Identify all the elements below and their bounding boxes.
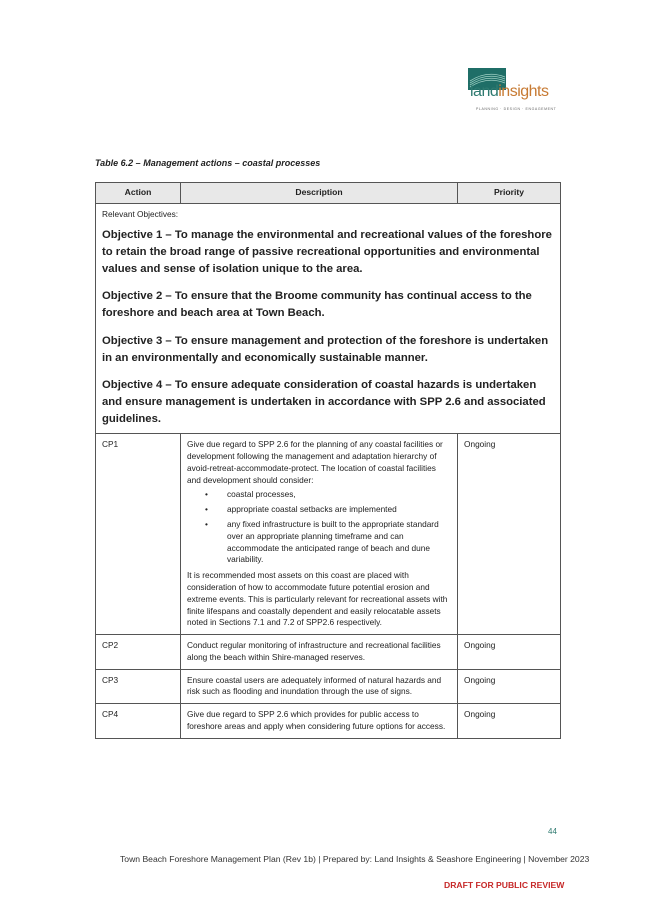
page-number: 44 [548,827,557,836]
action-priority: Ongoing [458,434,561,635]
description-intro: Give due regard to SPP 2.6 for the planning of any coastal facilities or development following the management and adaptation hierarchy of avoid-retreat-accommodate-protect. The location of coastal facilities and development should consider: [187,439,443,485]
table-caption: Table 6.2 – Management actions – coastal processes [95,158,321,168]
land-insights-logo [468,68,564,114]
list-item: • coastal processes, [187,489,451,501]
draft-notice: DRAFT FOR PUBLIC REVIEW [444,880,565,890]
action-description: Conduct regular monitoring of infrastructure and recreational facilities along the beach within Shire-managed reserves. [181,635,458,670]
action-priority: Ongoing [458,669,561,704]
table-row [96,635,561,670]
objective-1: Objective 1 – To manage the environmental and recreational values of the foreshore to retain the broad range of passive recreational opportunities and environmental values and sense of isolation unique to the area. [102,228,552,276]
objectives-cell [96,204,561,434]
table-row [96,704,561,739]
table-header-row [96,183,561,204]
action-code: CP4 [96,704,181,739]
objective-2: Objective 2 – To ensure that the Broome community has continual access to the foreshore and beach area at Town Beach. [102,290,532,320]
logo-wordmark: landinsights [470,83,549,100]
action-code: CP2 [96,635,181,670]
logo-tagline: PLANNING · DESIGN · ENGAGEMENT [476,107,557,111]
objective-3: Objective 3 – To ensure management and protection of the foreshore is undertaken in an environmentally and economically sustainable manner. [102,334,549,364]
management-actions-table [95,182,561,739]
consideration-list [187,489,451,566]
action-priority: Ongoing [458,704,561,739]
table-row [96,434,561,635]
action-code: CP3 [96,669,181,704]
document-footer: Town Beach Foreshore Management Plan (Rev 1b) | Prepared by: Land Insights & Seashore Engineering | November 2023 [120,854,590,864]
relevant-objectives-label: Relevant Objectives: [102,209,179,219]
action-description [181,434,458,635]
header-priority: Priority [458,183,561,204]
action-description: Ensure coastal users are adequately informed of natural hazards and risk such as flooding and inundation through the use of signs. [181,669,458,704]
list-item: • appropriate coastal setbacks are implemented [187,504,451,516]
objectives-row [96,204,561,434]
table-row [96,669,561,704]
action-code: CP1 [96,434,181,635]
list-item: • any fixed infrastructure is built to the appropriate standard over an appropriate planning timeframe and can accommodate the anticipated range of beach and dune variability. [187,519,451,566]
action-description: Give due regard to SPP 2.6 which provides for public access to foreshore areas and apply when considering future options for access. [181,704,458,739]
action-priority: Ongoing [458,635,561,670]
description-outro: It is recommended most assets on this coast are placed with consideration of how to accommodate future potential erosion and extreme events. This is particularly relevant for recreational assets with finite lifespans and coastally dependent and easily relocatable assets noted in Sections 7.1 and 7.2 of SPP2.6 respectively. [187,570,448,628]
header-description: Description [181,183,458,204]
header-action: Action [96,183,181,204]
objective-4: Objective 4 – To ensure adequate consideration of coastal hazards is undertaken and ensure management is undertaken in accordance with SPP 2.6 and associated guidelines. [102,378,546,426]
